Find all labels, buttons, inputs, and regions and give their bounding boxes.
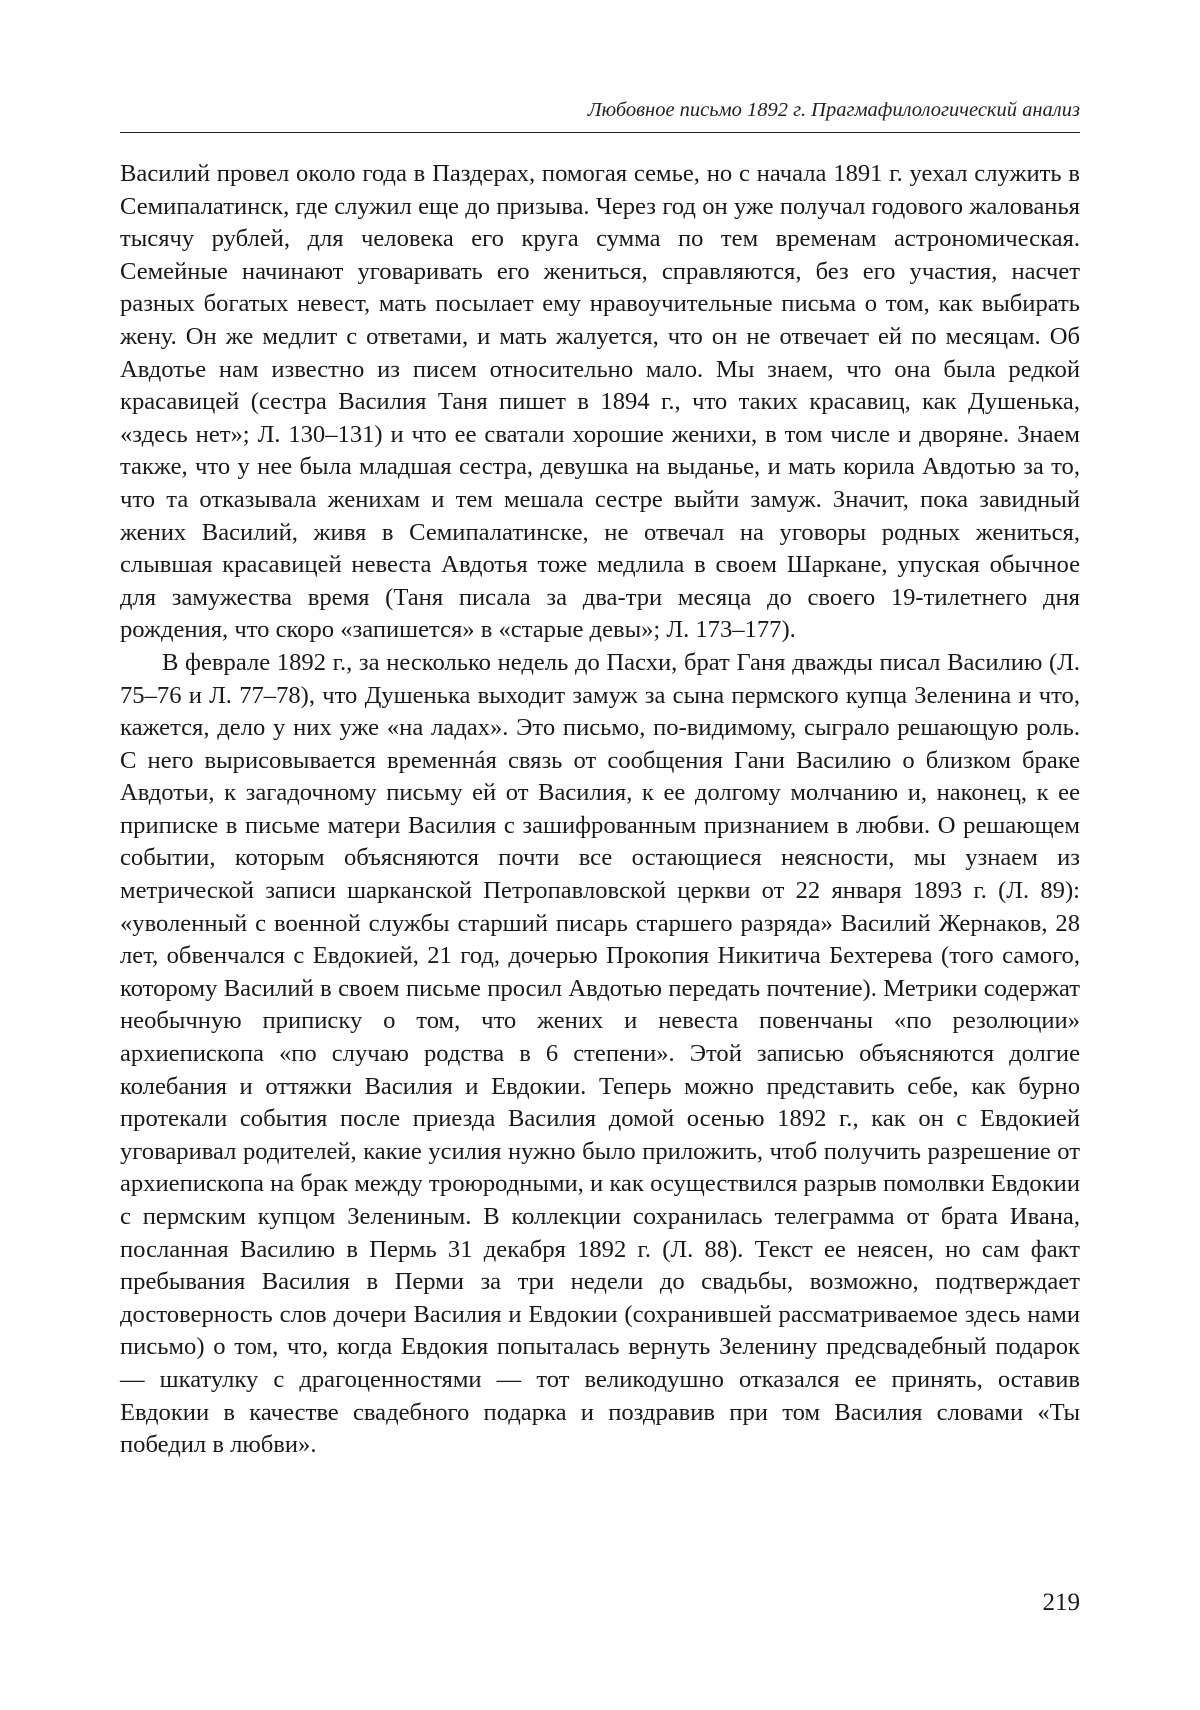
running-title: Любовное письмо 1892 г. Прагмафилологический анализ bbox=[587, 99, 1080, 121]
page-number: 219 bbox=[1042, 1589, 1080, 1616]
body-text bbox=[120, 158, 1080, 1462]
header-rule bbox=[120, 132, 1080, 133]
paragraph-2: В феврале 1892 г., за несколько недель до Пасхи, брат Ганя дважды писал Василию (Л. 75–76 и Л. 77–78), что Душенька выходит замуж за сына пермского купца Зеленина и что, кажется, дело у них уже «на ладах». Это письмо, по-видимому, сыграло решающую роль. С него вырисовывается временнáя связь от сообщения Гани Василию о близком браке Авдотьи, к загадочному письму ей от Василия, к ее долгому молчанию и, наконец, к ее приписке в письме матери Василия с зашифрованным признанием в любви. О решающем событии, которым объясняются почти все остающиеся неясности, мы узнаем из метрической записи шарканской Петропавловской церкви от 22 января 1893 г. (Л. 89): «уволенный с военной службы старший писарь старшего разряда» Василий Жернаков, 28 лет, обвенчался с Евдокией, 21 год, дочерью Прокопия Никитича Бехтерева (того самого, которому Василий в своем письме просил Авдотью передать почтение). Метрики содержат необычную приписку о том, что жених и невеста повенчаны «по резолюции» архиепископа «по случаю родства в 6 степени». Этой записью объясняются долгие колебания и оттяжки Василия и Евдокии. Теперь можно представить себе, как бурно протекали события после приезда Василия домой осенью 1892 г., как он с Евдокией уговаривал родителей, какие усилия нужно было приложить, чтоб получить разрешение от архиепископа на брак между троюродными, и как осуществился разрыв помолвки Евдокии с пермским купцом Зелениным. В коллекции сохранилась телеграмма от брата Ивана, посланная Василию в Пермь 31 декабря 1892 г. (Л. 88). Текст ее неясен, но сам факт пребывания Василия в Перми за три недели до свадьбы, возможно, подтверждает достоверность слов дочери Василия и Евдокии (сохранившей рассматриваемое здесь нами письмо) о том, что, когда Евдокия попыталась вернуть Зеленину предсвадебный подарок — шкатулку с драгоценностями — тот великодушно отказался ее принять, оставив Евдокии в качестве свадебного подарка и поздравив при том Василия словами «Ты победил в любви». bbox=[120, 648, 1080, 1459]
paragraph-1: Василий провел около года в Паздерах, помогая семье, но с начала 1891 г. уехал служить в Семипалатинск, где служил еще до призыва. Через год он уже получал годового жалованья тысячу рублей, для человека его круга сумма по тем временам астрономическая. Семейные начинают уговаривать его жениться, справляются, без его участия, насчет разных богатых невест, мать посылает ему нравоучительные письма о том, как выбирать жену. Он же медлит с ответами, и мать жалуется, что он не отвечает ей по месяцам. Об Авдотье нам известно из писем относительно мало. Мы знаем, что она была редкой красавицей (сестра Василия Таня пишет в 1894 г., что таких красавиц, как Душенька, «здесь нет»; Л. 130–131) и что ее сватали хорошие женихи, в том числе и дворяне. Знаем также, что у нее была младшая сестра, девушка на выданье, и мать корила Авдотью за то, что та отказывала женихам и тем мешала сестре выйти замуж. Значит, пока завидный жених Василий, живя в Семипалатинске, не отвечал на уговоры родных жениться, слывшая красавицей невеста Авдотья тоже медлила в своем Шаркане, упуская обычное для замужества время (Таня писала за два-три месяца до своего 19-тилетнего дня рождения, что скоро «запишется» в «старые девы»; Л. 173–177). bbox=[120, 160, 1080, 644]
